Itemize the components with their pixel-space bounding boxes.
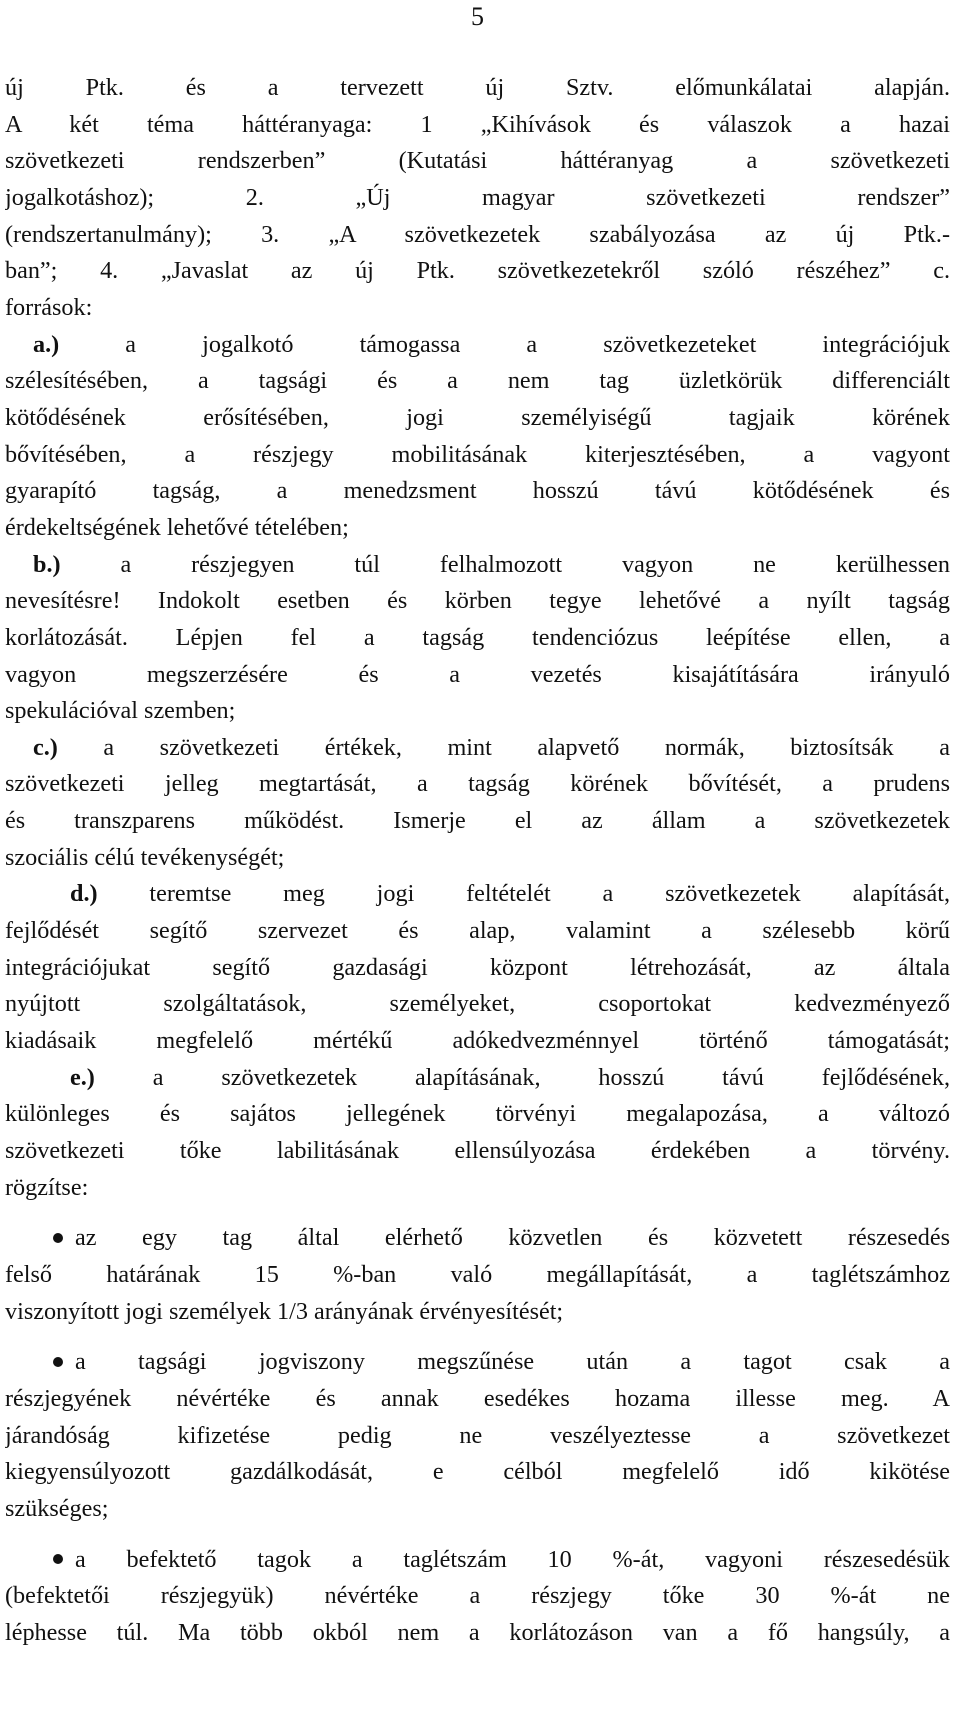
text-line: járandóság kifizetése pedig ne veszélyeztesse a szövetkezet (5, 1421, 950, 1449)
bullet-text: a befektető tagok a taglétszám 10 %-át, vagyoni részesedésük (75, 1545, 950, 1573)
text-line: fejlődését segítő szervezet és alap, valamint a szélesebb körű (5, 917, 950, 945)
bullet-icon (53, 1554, 63, 1564)
text-line: integrációjukat segítő gazdasági központ létrehozását, az általa (5, 953, 950, 981)
bullet-text: az egy tag által elérhető közvetlen és közvetett részesedés (75, 1224, 950, 1252)
page-number: 5 (471, 2, 484, 31)
text-line: új Ptk. és a tervezett új Sztv. előmunkálatai alapján. (5, 74, 950, 101)
bullet-item-first-line (5, 1344, 950, 1381)
text-line: rögzítse: (5, 1173, 89, 1201)
spacer (5, 1330, 950, 1344)
text-line: kötődésének erősítésében, jogi személyiségű tagjaik körének (5, 403, 950, 431)
body-text (5, 70, 950, 1652)
item-d-text: teremtse meg jogi feltételét a szövetkezetek alapítását, (149, 880, 950, 908)
text-line: szövetkezeti jelleg megtartását, a tagság körének bővítését, a prudens (5, 770, 950, 798)
text-line: különleges és sajátos jellegének törvényi megalapozása, a változó (5, 1100, 950, 1128)
bullet-icon (53, 1233, 63, 1243)
text-line: ban”; 4. „Javaslat az új Ptk. szövetkezetekről szóló részéhez” c. (5, 257, 950, 285)
item-d-marker: d.) (70, 880, 98, 908)
text-line: szélesítésében, a tagsági és a nem tag üzletkörük differenciált (5, 367, 950, 395)
item-c-text: a szövetkezeti értékek, mint alapvető normák, biztosítsák a (103, 733, 950, 761)
item-b-text: a részjegyen túl felhalmozott vagyon ne kerülhessen (120, 550, 950, 578)
text-line: szövetkezeti tőke labilitásának ellensúlyozása érdekében a törvény. (5, 1137, 950, 1165)
bullet-text: a tagsági jogviszony megszűnése után a tagot csak a (75, 1348, 950, 1376)
item-c-marker: c.) (33, 733, 58, 761)
text-line: nyújtott szolgáltatások, személyeket, csoportokat kedvezményező (5, 990, 950, 1018)
text-line: korlátozását. Lépjen fel a tagság tendenciózus leépítése ellen, a (5, 623, 950, 651)
item-a-marker: a.) (33, 330, 60, 358)
text-line: források: (5, 293, 93, 321)
text-line: A két téma háttéranyaga: 1 „Kihívások és válaszok a hazai (5, 110, 950, 138)
text-line: (befektetői részjegyük) névértéke a részjegy tőke 30 %-át ne (5, 1582, 950, 1610)
spacer (5, 1528, 950, 1542)
text-line: spekulációval szemben; (5, 697, 236, 725)
text-line: felső határának 15 %-ban való megállapítását, a taglétszámhoz (5, 1261, 950, 1288)
text-line: viszonyított jogi személyek 1/3 arányának érvényesítését; (5, 1297, 564, 1325)
item-a-first-line (5, 327, 950, 364)
item-e-marker: e.) (70, 1063, 95, 1091)
item-b-marker: b.) (33, 550, 61, 578)
item-c-first-line (5, 730, 950, 767)
bullet-item-first-line (5, 1220, 950, 1257)
bullet-icon (53, 1357, 63, 1367)
text-line: kiegyensúlyozott gazdálkodását, e célból megfelelő idő kikötése (5, 1458, 950, 1486)
text-line: szociális célú tevékenységét; (5, 843, 285, 871)
text-line: jogalkotáshoz); 2. „Új magyar szövetkezeti rendszer” (5, 183, 950, 211)
spacer (5, 1206, 950, 1220)
item-e-text: a szövetkezetek alapításának, hosszú távú fejlődésének, (152, 1063, 950, 1091)
text-line: (rendszertanulmány); 3. „A szövetkezetek szabályozása az új Ptk.- (5, 220, 950, 248)
text-line: részjegyének névértéke és annak esedékes hozama illesse meg. A (5, 1384, 950, 1412)
item-b-first-line (5, 547, 950, 584)
item-e-first-line (5, 1060, 950, 1097)
text-line: szövetkezeti rendszerben” (Kutatási háttéranyag a szövetkezeti (5, 147, 950, 175)
item-d-first-line (5, 876, 950, 913)
text-line: nevesítésre! Indokolt esetben és körben tegye lehetővé a nyílt tagság (5, 587, 950, 615)
text-line: érdekeltségének lehetővé tételében; (5, 513, 349, 541)
text-line: szükséges; (5, 1494, 109, 1522)
item-a-text: a jogalkotó támogassa a szövetkezeteket integrációjuk (125, 330, 950, 358)
text-line: gyarapító tagság, a menedzsment hosszú távú kötődésének és (5, 477, 950, 505)
text-line: léphesse túl. Ma több okból nem a korlátozáson van a fő hangsúly, a (5, 1618, 950, 1646)
text-line: bővítésében, a részjegy mobilitásának kiterjesztésében, a vagyont (5, 440, 950, 468)
text-line: kiadásaik megfelelő mértékű adókedvezménnyel történő támogatását; (5, 1027, 950, 1055)
text-line: és transzparens működést. Ismerje el az állam a szövetkezetek (5, 807, 950, 835)
bullet-item-first-line (5, 1542, 950, 1579)
text-line: vagyon megszerzésére és a vezetés kisajátítására irányuló (5, 660, 950, 688)
